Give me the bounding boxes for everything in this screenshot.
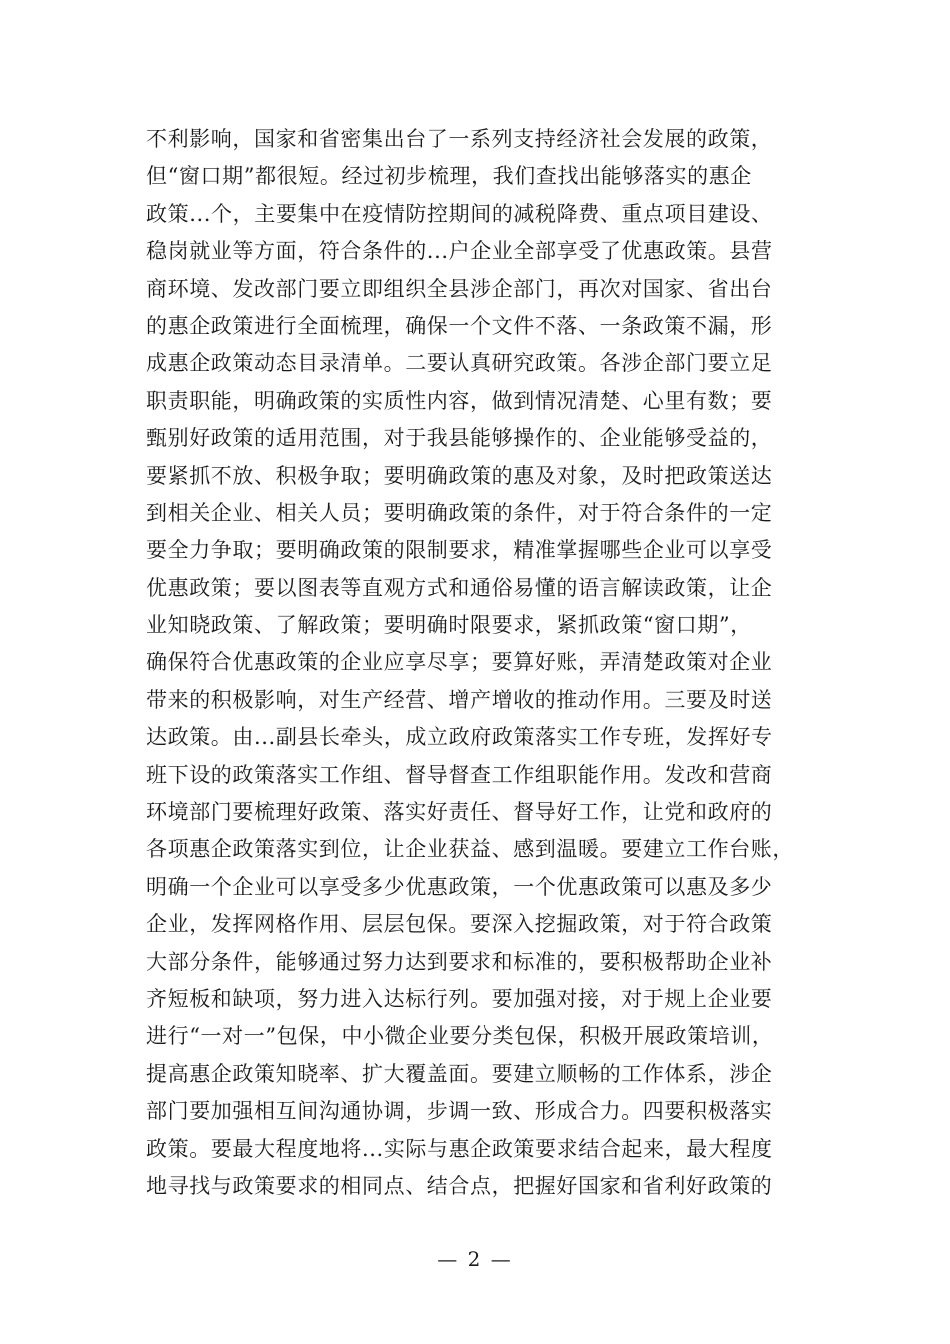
page-number: — 2 — — [437, 1247, 513, 1271]
text-line: 要全力争取；要明确政策的限制要求，精准掌握哪些企业可以享受 — [146, 538, 773, 563]
text-line: 但“窗口期”都很短。经过初步梳理，我们查找出能够落实的惠企 — [146, 164, 752, 189]
text-line: 政策。要最大程度地将...实际与惠企政策要求结合起来，最大程度 — [146, 1136, 773, 1161]
body-text — [146, 121, 826, 1205]
text-line: 商环境、发改部门要立即组织全县涉企部门，再次对国家、省出台 — [146, 276, 773, 301]
text-line: 的惠企政策进行全面梳理，确保一个文件不落、一条政策不漏，形 — [146, 313, 773, 338]
text-line: 企业，发挥网格作用、层层包保。要深入挖掘政策，对于符合政策 — [146, 912, 773, 937]
text-line: 齐短板和缺项，努力进入达标行列。要加强对接，对于规上企业要 — [146, 986, 773, 1011]
text-line: 班下设的政策落实工作组、督导督查工作组职能作用。发改和营商 — [146, 762, 773, 787]
text-line: 明确一个企业可以享受多少优惠政策，一个优惠政策可以惠及多少 — [146, 874, 773, 899]
text-line: 各项惠企政策落实到位，让企业获益、感到温暖。要建立工作台账， — [146, 837, 794, 862]
text-line: 政策...个，主要集中在疫情防控期间的减税降费、重点项目建设、 — [146, 201, 773, 226]
text-line: 环境部门要梳理好政策、落实好责任、督导好工作，让党和政府的 — [146, 800, 773, 825]
text-line: 甄别好政策的适用范围，对于我县能够操作的、企业能够受益的， — [146, 426, 773, 451]
text-line: 部门要加强相互间沟通协调，步调一致、形成合力。四要积极落实 — [146, 1099, 773, 1124]
text-line: 提高惠企政策知晓率、扩大覆盖面。要建立顺畅的工作体系，涉企 — [146, 1061, 773, 1086]
text-line: 稳岗就业等方面，符合条件的...户企业全部享受了优惠政策。县营 — [146, 239, 773, 264]
text-line: 职责职能，明确政策的实质性内容，做到情况清楚、心里有数；要 — [146, 388, 773, 413]
text-line: 确保符合优惠政策的企业应享尽享；要算好账，弄清楚政策对企业 — [146, 650, 773, 675]
text-line: 大部分条件，能够通过努力达到要求和标准的，要积极帮助企业补 — [146, 949, 773, 974]
text-line: 不利影响，国家和省密集出台了一系列支持经济社会发展的政策， — [146, 127, 773, 151]
text-line: 进行“一对一”包保，中小微企业要分类包保，积极开展政策培训， — [146, 1024, 774, 1049]
text-line: 优惠政策；要以图表等直观方式和通俗易懂的语言解读政策，让企 — [146, 575, 773, 600]
text-line: 要紧抓不放、积极争取；要明确政策的惠及对象，及时把政策送达 — [146, 463, 773, 488]
text-line: 到相关企业、相关人员；要明确政策的条件，对于符合条件的一定 — [146, 500, 773, 525]
text-line: 地寻找与政策要求的相同点、结合点，把握好国家和省利好政策的 — [146, 1173, 773, 1198]
text-line: 业知晓政策、了解政策；要明确时限要求，紧抓政策“窗口期”， — [146, 613, 752, 638]
text-line: 达政策。由...副县长牵头，成立政府政策落实工作专班，发挥好专 — [146, 725, 773, 750]
text-line: 带来的积极影响，对生产经营、增产增收的推动作用。三要及时送 — [146, 687, 773, 712]
text-line: 成惠企政策动态目录清单。二要认真研究政策。各涉企部门要立足 — [146, 351, 773, 376]
